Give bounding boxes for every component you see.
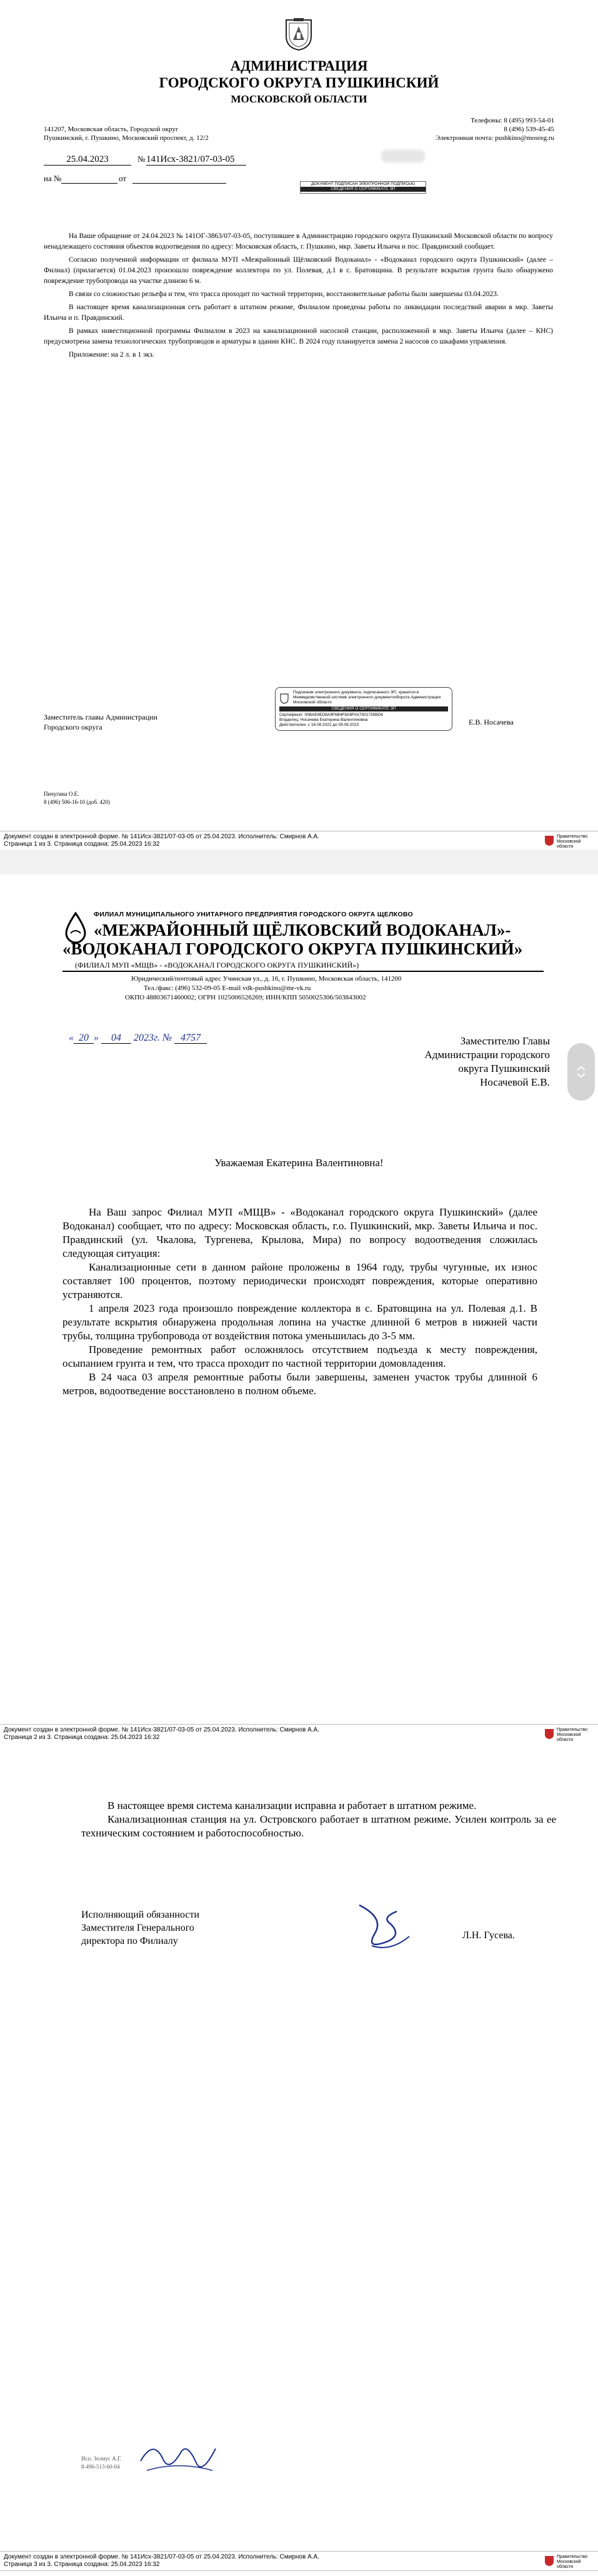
drag-arrows-icon (576, 1066, 586, 1078)
small-ep-stamp-sub: СВЕДЕНИЯ О СЕРТИФИКАТЕ ЭП (301, 187, 426, 192)
org-okpo: ОКПО 48803671460002; ОГРН 1025006526269; ИНН/КПП 5050025306/503843002 (125, 994, 366, 1001)
scroll-handle[interactable] (567, 1043, 595, 1101)
letter-body-2 (62, 1206, 537, 1398)
letter-body-3 (81, 1799, 556, 1840)
paragraph: В настоящее время канализационная сеть работает в штатном режиме, Филиалом проведены работы по ликвидации последствий аварии в мкр. Заветы Ильича и п. Правдинский. (44, 304, 553, 322)
date-month: 04 (101, 1033, 131, 1044)
paragraph: 1 апреля 2023 года произошло повреждение коллектора в с. Братовщина на ул. Полевая д.1. В результате вскрытия обнаружена продольная лопина на участке длинной 6 метров в нижней части трубы, толщина трубопровода от воздействия потока уменьшилась до 3-5 мм. (62, 1302, 537, 1342)
reg-to-line (61, 182, 117, 184)
paragraph: В рамках инвестиционной программы Филиалом в 2023 на канализационной насосной станции, расположенной в мкр. Заветы Ильича (далее – КНС) предусмотрена замена технологических трубопроводов и арматуры в здании КНС. В 2024 году планируется замена 2 насосов со шкафами управления. (44, 327, 553, 345)
header-rule (62, 971, 544, 972)
addressee (350, 1034, 550, 1089)
reg-from-line (132, 182, 226, 184)
admin-title-line3: МОСКОВСКОЙ ОБЛАСТИ (231, 93, 367, 105)
reg-number: 141Исх-3821/07-03-05 (146, 154, 246, 166)
coat-of-arms-icon (284, 17, 313, 51)
mo-emblem-icon (544, 2555, 554, 2567)
admin-phone2: 8 (496) 539-45-45 (504, 126, 554, 133)
org-tel: Тел./факс: (496) 532-09-05 E-mail vdk-pushkino@mr-vk.ru (144, 984, 311, 992)
date-year: 2023 (134, 1033, 154, 1043)
ep-stamp-valid: Действителен: с 16.08.2022 до 09.09.2023 (279, 723, 359, 727)
signer-position-line2: Городского округа (44, 723, 102, 731)
admin-address-line2: Пушкинский, г. Пушкино, Московский проспект, д. 12/2 (44, 134, 209, 142)
paragraph: Проведение ремонтных работ осложнялось отсутствием подъезда к месту повреждения, осыпанием грунта и тем, что трасса проходит по частной территории домовладения. (62, 1344, 537, 1369)
paragraph: На Ваше обращение от 24.04.2023 № 141ОГ-3863/07-03-05, поступившее в Администрацию городского округа Пушкинский Московской области по вопросу ненадлежащего состояния объектов водоотведения по адресу: Московская область, г. Пушкино, мкр. Заветы Ильича и пос. Правдинский сообщает. (44, 232, 553, 250)
doc-info-bar (0, 2551, 598, 2571)
executor-name: Пичугина О.Е. (44, 791, 79, 797)
date-day: 20 (74, 1033, 94, 1044)
signer-position-line1: Заместитель главы Администрации (44, 713, 157, 721)
small-ep-stamp (300, 181, 426, 194)
paragraph: В настоящее время система канализации исправна и работает в штатном режиме. (107, 1800, 477, 1811)
org-name-line1: «МЕЖРАЙОННЫЙ ЩЁЛКОВСКИЙ ВОДОКАНАЛ»- (94, 921, 511, 939)
page-3 (0, 1743, 598, 2551)
blurred-area (381, 150, 425, 162)
sign-block (81, 1908, 199, 1948)
handwritten-signature (347, 1899, 416, 1955)
addressee-line1: Заместителю Главы (460, 1035, 550, 1047)
admin-title-line2: ГОРОДСКОГО ОКРУГА ПУШКИНСКИЙ (159, 75, 439, 91)
admin-phone: Телефоны: 8 (495) 993-54-01 (470, 117, 554, 124)
org-name-line3: (ФИЛИАЛ МУП «МЩВ» - «ВОДОКАНАЛ ГОРОДСКОГО ОКРУГА ПУШКИНСКИЙ») (75, 961, 359, 969)
page-2 (0, 874, 598, 1724)
outgoing-date: « 20 » 04 2023г. № 4757 (69, 1032, 207, 1044)
ep-stamp-line1: Подлинник электронного документа, подписанного ЭП, хранится в Межведомственной системе электронного документооборота Администрации Московской области (293, 690, 441, 705)
ep-stamp (275, 687, 452, 731)
admin-title-line1: АДМИНИСТРАЦИЯ (230, 58, 368, 74)
doc-info-right: Правительство Московской области (557, 2555, 588, 2569)
sign-name: Л.Н. Гусева. (462, 1930, 515, 1941)
emblem-icon (279, 693, 289, 704)
doc-info-line1: Документ создан в электронной форме. № 141Исх-3821/07-03-05 от 25.04.2023. Исполнитель: Смирнов А.А. (4, 1726, 319, 1733)
org-address: Юридический/почтовый адрес Учинская ул., д. 16, г. Пушкино, Московская область, 141200 (131, 975, 402, 983)
addressee-line3: округа Пушкинский (458, 1063, 550, 1074)
executor-name: Исп. Зелмус А.Г. (81, 2455, 122, 2462)
doc-info-line2: Страница 3 из 3. Страница создана: 25.04.2023 16:32 (4, 2561, 160, 2568)
admin-address-line1: 141207, Московская область, Городской округ (44, 126, 179, 133)
doc-info-line1: Документ создан в электронной форме. № 141Исх-3821/07-03-05 от 25.04.2023. Исполнитель: Смирнов А.А. (4, 2554, 319, 2560)
doc-info-line2: Страница 1 из 3. Страница создана: 25.04.2023 16:32 (4, 841, 160, 848)
org-parent: ФИЛИАЛ МУНИЦИПАЛЬНОГО УНИТАРНОГО ПРЕДПРИЯТИЯ ГОРОДСКОГО ОКРУГА ЩЕЛКОВО (94, 911, 413, 918)
page-1 (0, 0, 598, 831)
page-gap (0, 850, 598, 874)
executor-phone: 8 (496) 506-16-10 (доб. 420) (44, 799, 110, 805)
paragraph: Согласно полученной информации от филиала МУП «Межрайонный Щёлковский Водоканал» - «Водоканал городского округа Пушкинский» (далее – Филиал) (прилагается) 01.04.2023 произошло повреждение коллектора по ул. Полевая, д.1 в с. Братовщина. В результате вскрытия грунта было обнаружено повреждение трубопровода на участке длиною 6 м. (44, 256, 553, 285)
outgoing-number: 4757 (174, 1033, 207, 1044)
small-ep-stamp-title: ДОКУМЕНТ ПОДПИСАН ЭЛЕКТРОННОЙ ПОДПИСЬЮ (311, 182, 416, 186)
addressee-line4: Носачевой Е.В. (480, 1076, 550, 1088)
number-prefix: № (162, 1033, 172, 1043)
reg-date: 25.04.2023 (44, 154, 131, 166)
attachment-note: Приложение: на 2 л. в 1 экз. (69, 351, 154, 359)
mo-emblem-icon (544, 835, 554, 846)
reg-from-label: от (119, 174, 127, 183)
paragraph: В 24 часа 03 апреля ремонтные работы были завершены, заменен участок трубы длинной 6 метров, водоотведение восстановлено в полном объеме. (62, 1371, 537, 1397)
mo-emblem-icon (544, 1728, 554, 1740)
doc-info-bar (0, 831, 598, 851)
ep-stamp-cert: Сертификат: 00BAE9ED8A9F6B4F8A9F0A7501735BD6 (279, 713, 383, 717)
signer-name: Е.В. Носачева (469, 718, 514, 726)
sign-line3: директора по Филиалу (81, 1936, 178, 1946)
sign-line2: Заместителя Генерального (81, 1923, 194, 1933)
ep-stamp-title: СВЕДЕНИЯ О СЕРТИФИКАТЕ ЭП (279, 706, 448, 711)
paragraph: На Ваш запрос Филиал МУП «МЩВ» - «Водоканал городского округа Пушкинский» (далее Водоканал) сообщает, что по адресу: Московская область, г.о. Пушкинский, мкр. Заветы Ильича и пос. Правдинский (ул. Чкалова, Тургенева, Крылова, Мира) по вопросу водоотведения сложилась следующая ситуация: (62, 1206, 537, 1259)
doc-info-line2: Страница 2 из 3. Страница создана: 25.04.2023 16:32 (4, 1734, 160, 1741)
addressee-line2: Администрации городского (424, 1049, 550, 1061)
greeting: Уважаемая Екатерина Валентиновна! (214, 1157, 384, 1169)
admin-email: Электронная почта: pushkino@mosreg.ru (435, 134, 554, 142)
executor-phone: 8-496-513-60-04 (81, 2464, 120, 2470)
ep-stamp-owner: Владелец: Носачева Екатерина Валентиновна (279, 718, 368, 722)
org-name-line2: «ВОДОКАНАЛ ГОРОДСКОГО ОКРУГА ПУШКИНСКИЙ» (62, 939, 523, 958)
reg-to-label: на № (44, 174, 62, 183)
date-year-suffix: г. (154, 1033, 161, 1043)
paragraph: В связи со сложностью рельефа и тем, что трасса проходит по частной территории, восстановительные работы были завершены 03.04.2023. (69, 290, 499, 298)
doc-info-right: Правительство Московской области (557, 835, 588, 849)
reg-number-prefix: № (137, 154, 146, 164)
doc-info-right: Правительство Московской области (557, 1728, 588, 1742)
sign-line1: Исполняющий обязанности (81, 1910, 200, 1920)
doc-info-bar (0, 1724, 598, 1744)
doc-info-line1: Документ создан в электронной форме. № 141Исх-3821/07-03-05 от 25.04.2023. Исполнитель: Смирнов А.А. (4, 833, 319, 840)
paragraph: Канализационная станция на ул. Островского работает в штатном режиме. Усилен контроль за ее техническим состоянием и работоспособностью. (81, 1813, 556, 1839)
executor-signature (134, 2436, 222, 2480)
letter-body (44, 231, 553, 363)
paragraph: Канализационные сети в данном районе проложены в 1964 году, трубы чугунные, их износ составляет 100 процентов, поэтому периодически происходят повреждения, которые оперативно устраняются. (62, 1261, 537, 1300)
